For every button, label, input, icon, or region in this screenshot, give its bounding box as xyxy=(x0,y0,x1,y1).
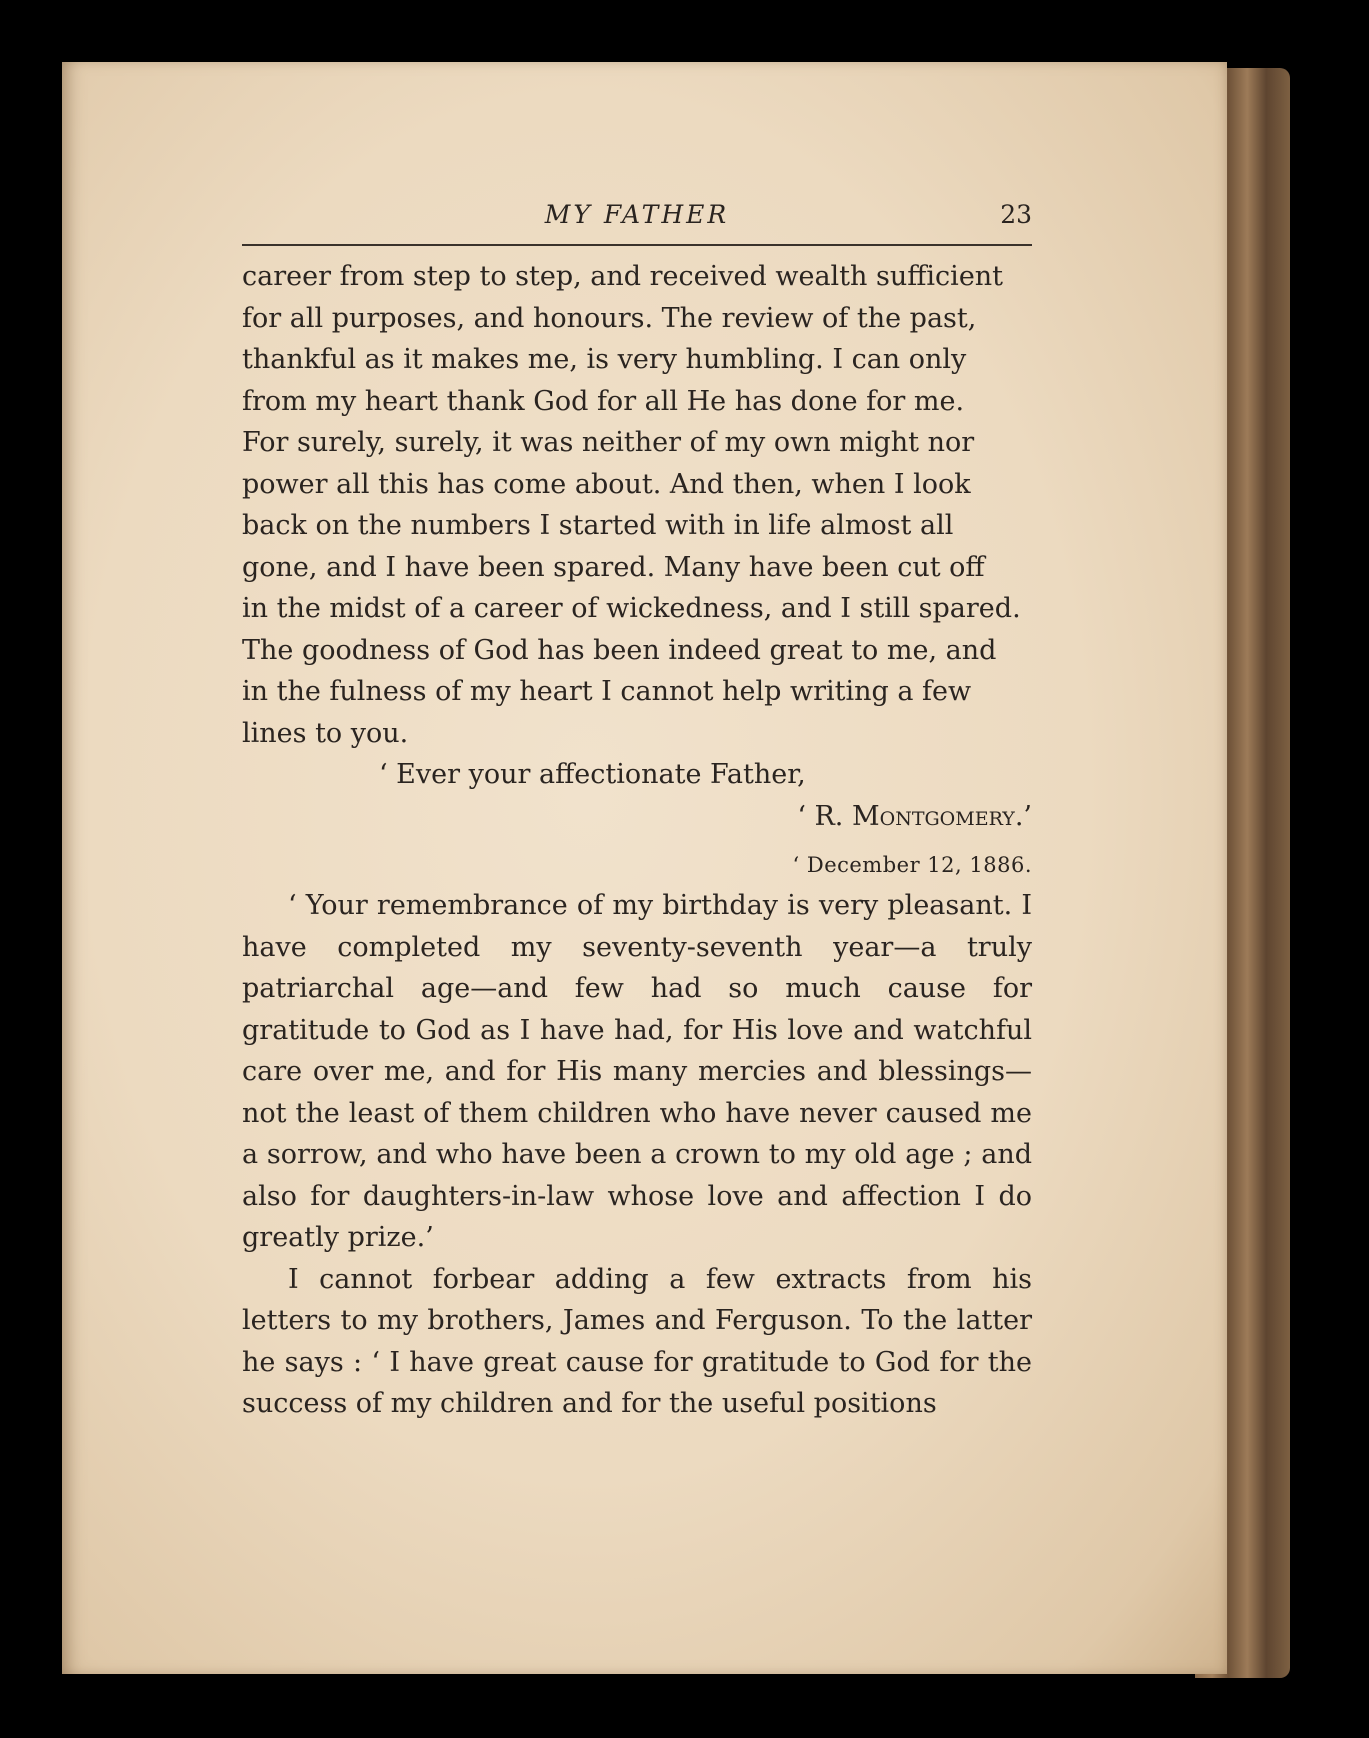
text-line: in the fulness of my heart I cannot help writing a few xyxy=(242,676,972,707)
text-line: The goodness of God has been indeed great to me, and xyxy=(242,634,997,666)
text-line: career from step to step, and received wealth sufficient xyxy=(242,261,1004,292)
text-line: power all this has come about. And then, when I look xyxy=(242,468,971,500)
letter-signature: ‘ R. Montgomery.’ xyxy=(797,800,1032,832)
text-line: in the midst of a career of wickedness, and I still spared. xyxy=(242,593,1021,624)
text-line: from my heart thank God for all He has done for me. xyxy=(242,385,965,417)
text-line: For surely, surely, it was neither of my own might nor xyxy=(242,427,975,458)
book-page xyxy=(62,62,1227,1674)
letter-two-paragraph: ‘ Your remembrance of my birthday is very pleasant. I have completed my seventy-seventh year—a truly patriarchal age—and few had so much cause for gratitude to God as I have had, for His love and watchful care over me, and for His many mercies and blessings—not the least of them children who have never caused me a sorrow, and who have been a crown to my old age ; and also for daughters-in-law whose love and affection I do greatly prize.’ xyxy=(242,890,1032,1253)
header-rule xyxy=(242,244,1032,246)
letter-two xyxy=(242,885,1032,1425)
text-line: gone, and I have been spared. Many have been cut off xyxy=(242,551,985,583)
letter-closing: ‘ Ever your affectionate Father, xyxy=(379,759,806,790)
text-line: back on the numbers I started with in life almost all xyxy=(242,510,954,541)
text-line: lines to you. xyxy=(242,717,409,749)
text-line: thankful as it makes me, is very humbling. I can only xyxy=(242,344,967,375)
letter-dateline: ‘ December 12, 1886. xyxy=(792,853,1032,877)
narrative-paragraph: I cannot forbear adding a few extracts from his letters to my brothers, James and Ferguson. To the latter he says : ‘ I have great cause for gratitude to God for the success of my children and for the useful positions xyxy=(242,1263,1032,1419)
text-block xyxy=(242,200,1032,1425)
letter-one xyxy=(242,256,1032,754)
page-number: 23 xyxy=(1000,200,1032,229)
text-line: for all purposes, and honours. The review of the past, xyxy=(242,302,977,334)
running-title: MY FATHER xyxy=(544,200,730,229)
running-head xyxy=(242,200,1032,244)
